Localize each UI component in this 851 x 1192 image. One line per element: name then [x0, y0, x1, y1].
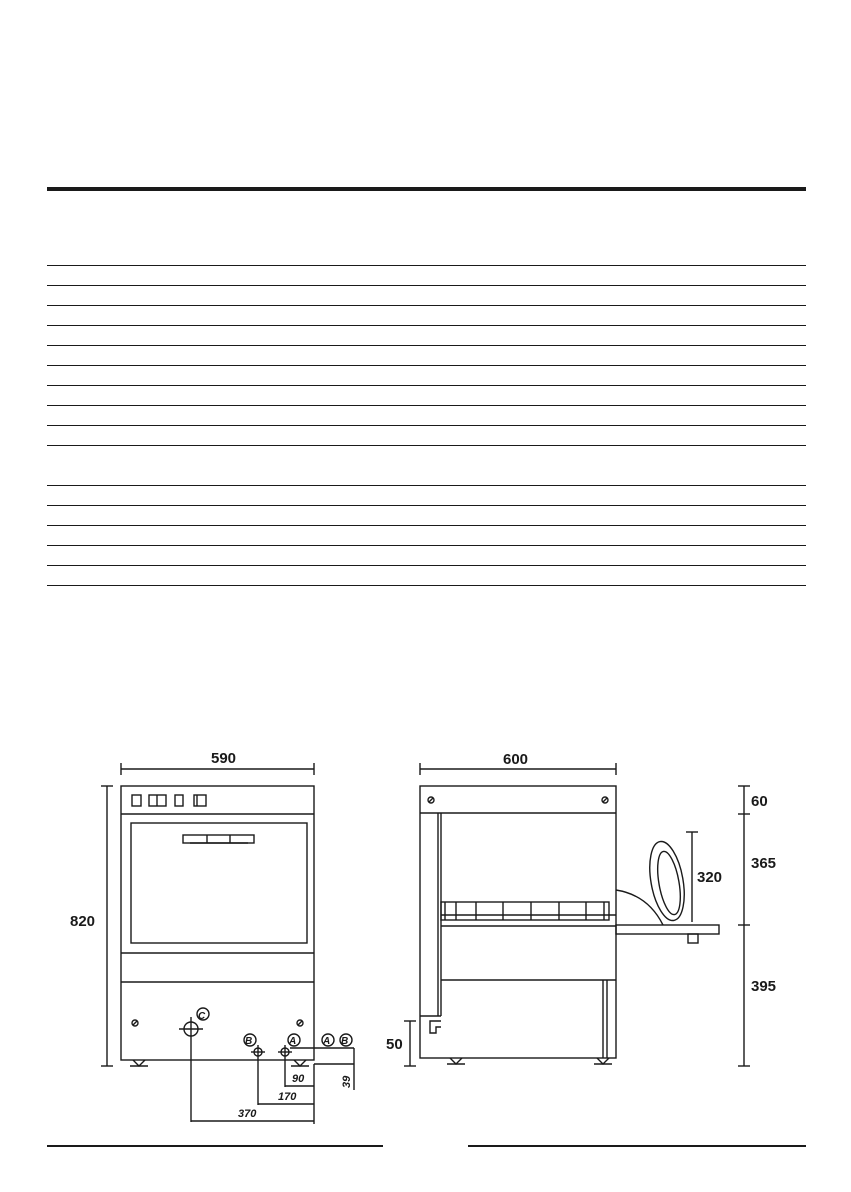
footer-rule-left [47, 1145, 383, 1147]
control-button [132, 795, 141, 806]
lid-glass [644, 839, 689, 923]
foot-label: 50 [386, 1036, 403, 1053]
control-button [175, 795, 183, 806]
foot [133, 1060, 145, 1066]
door-open-label: 320 [697, 869, 723, 886]
marker-b-label: B [245, 1036, 253, 1047]
offset-39-label: 39 [341, 1075, 353, 1088]
open-door [616, 925, 719, 934]
door-label: 365 [751, 855, 777, 872]
lid-arc [616, 890, 663, 925]
depth-label: 600 [503, 751, 529, 768]
marker-a-label: A [289, 1036, 297, 1047]
footer-rule-right [468, 1145, 806, 1147]
offset-170-label: 170 [278, 1091, 297, 1103]
drain-pipe [430, 1021, 441, 1033]
door-handle [183, 835, 254, 843]
basket [441, 902, 609, 920]
foot [450, 1058, 462, 1064]
marker-c-label: C [198, 1011, 206, 1022]
foot [294, 1060, 306, 1066]
foot [597, 1058, 609, 1064]
legend-b-label: B [341, 1036, 349, 1047]
side-body-outline [420, 786, 616, 1058]
lower-label: 395 [751, 978, 777, 995]
width-label: 590 [211, 750, 237, 767]
front-body-outline [121, 786, 314, 1060]
side-view [404, 763, 750, 1066]
offset-90-label: 90 [292, 1073, 305, 1085]
front-door [131, 823, 307, 943]
top-label: 60 [751, 793, 768, 810]
control-button [194, 795, 206, 806]
offset-370-label: 370 [238, 1108, 257, 1120]
legend-a-label: A [323, 1036, 331, 1047]
height-label: 820 [70, 913, 96, 930]
front-view [101, 763, 354, 1124]
